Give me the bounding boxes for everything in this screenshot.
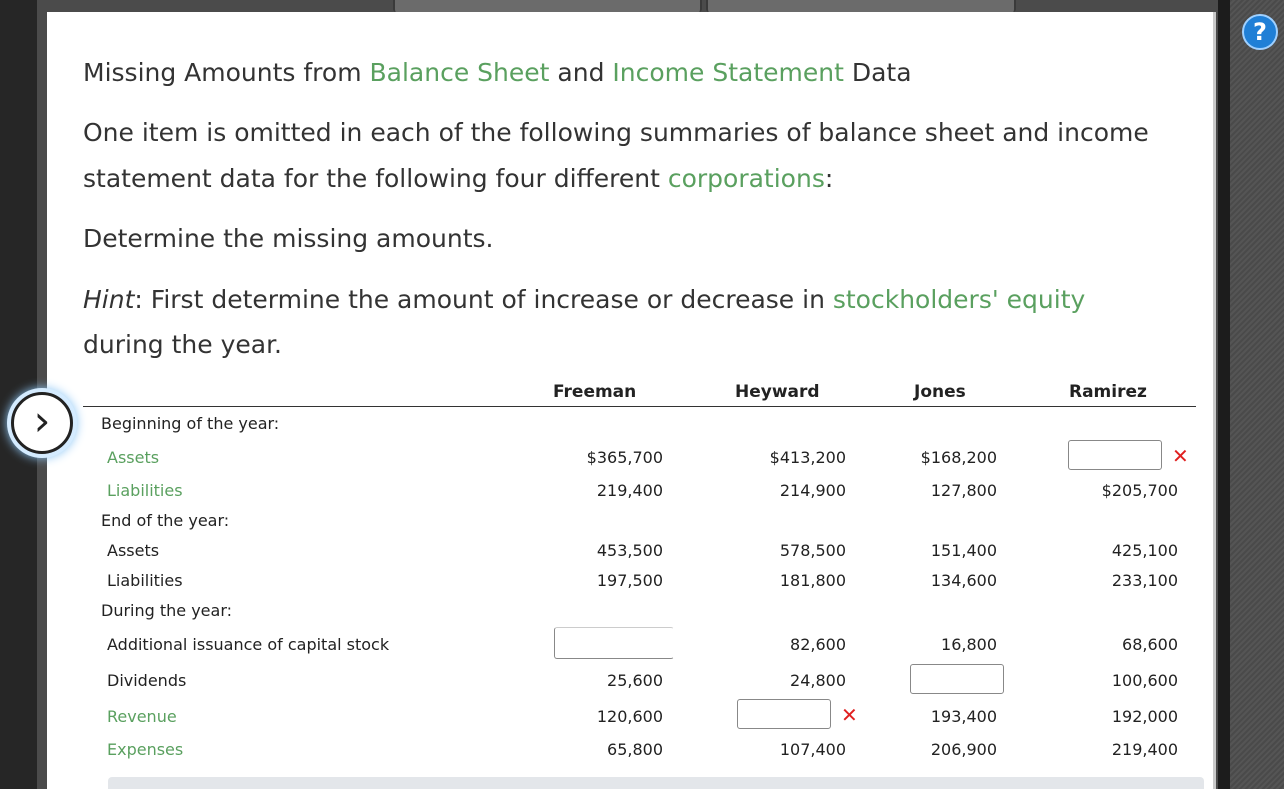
cell-jones-capital-stock: 16,800 <box>941 635 997 654</box>
balance-sheet-link[interactable]: Balance Sheet <box>369 58 550 87</box>
cell-jones-revenue: 193,400 <box>930 707 997 726</box>
row-label-revenue[interactable]: Revenue <box>107 707 177 726</box>
hint-line1: Hint: First determine the amount of increase or decrease in stockholders' equity <box>83 285 1086 314</box>
col-header-freeman: Freeman <box>553 382 637 402</box>
cell-ramirez-begin-liabilities: $205,700 <box>1101 481 1178 500</box>
cell-freeman-end-liabilities: 197,500 <box>596 571 663 590</box>
incorrect-x-icon: ✕ <box>1172 444 1189 468</box>
corporations-link[interactable]: corporations <box>667 164 825 193</box>
cell-heyward-begin-assets: $413,200 <box>769 448 846 467</box>
section-during: During the year: <box>101 601 233 620</box>
row-label-expenses[interactable]: Expenses <box>107 740 184 759</box>
question-icon: ? <box>1253 18 1267 46</box>
stockholders-equity-link[interactable]: stockholders' equity <box>832 285 1086 314</box>
col-header-jones: Jones <box>914 382 966 402</box>
row-label-begin-liabilities[interactable]: Liabilities <box>107 481 183 500</box>
cell-heyward-capital-stock: 82,600 <box>790 635 846 654</box>
cell-ramirez-dividends: 100,600 <box>1111 671 1178 690</box>
cell-heyward-expenses: 107,400 <box>779 740 846 759</box>
cell-ramirez-capital-stock: 68,600 <box>1122 635 1178 654</box>
col-header-ramirez: Ramirez <box>1069 382 1147 402</box>
header-rule <box>83 406 1196 407</box>
cell-freeman-begin-assets: $365,700 <box>586 448 663 467</box>
input-heyward-revenue[interactable] <box>737 699 831 729</box>
cell-ramirez-revenue: 192,000 <box>1111 707 1178 726</box>
col-header-heyward: Heyward <box>735 382 820 402</box>
cell-jones-end-assets: 151,400 <box>930 541 997 560</box>
cell-ramirez-end-assets: 425,100 <box>1111 541 1178 560</box>
input-jones-dividends[interactable] <box>910 664 1004 694</box>
cell-freeman-revenue: 120,600 <box>596 707 663 726</box>
determine-text: Determine the missing amounts. <box>83 224 494 253</box>
income-statement-link[interactable]: Income Statement <box>612 58 844 87</box>
instructions-line1: One item is omitted in each of the following summaries of balance sheet and income <box>83 118 1149 147</box>
cell-ramirez-expenses: 219,400 <box>1111 740 1178 759</box>
cell-heyward-dividends: 24,800 <box>790 671 846 690</box>
section-end: End of the year: <box>101 511 230 530</box>
cell-freeman-expenses: 65,800 <box>607 740 663 759</box>
cell-freeman-begin-liabilities: 219,400 <box>596 481 663 500</box>
instructions-line2: statement data for the following four different corporations: <box>83 164 834 193</box>
top-tab-2[interactable] <box>706 0 1016 12</box>
cell-heyward-begin-liabilities: 214,900 <box>779 481 846 500</box>
cell-freeman-end-assets: 453,500 <box>596 541 663 560</box>
cell-heyward-end-liabilities: 181,800 <box>779 571 846 590</box>
row-label-end-assets: Assets <box>107 541 160 560</box>
row-label-capital-stock: Additional issuance of capital stock <box>107 635 390 654</box>
row-label-end-liabilities: Liabilities <box>107 571 183 590</box>
footer-bar <box>108 777 1204 789</box>
cell-ramirez-end-liabilities: 233,100 <box>1111 571 1178 590</box>
cell-jones-end-liabilities: 134,600 <box>930 571 997 590</box>
cell-jones-begin-assets: $168,200 <box>920 448 997 467</box>
help-button[interactable] <box>1242 14 1278 50</box>
incorrect-x-icon: ✕ <box>841 703 858 727</box>
row-label-dividends: Dividends <box>107 671 187 690</box>
top-tab-1[interactable] <box>393 0 702 12</box>
input-freeman-capital-stock[interactable] <box>554 627 674 659</box>
row-label-begin-assets[interactable]: Assets <box>107 448 160 467</box>
hint-line2: during the year. <box>83 330 282 359</box>
right-gutter <box>1230 0 1284 789</box>
page-title: Missing Amounts from Balance Sheet and Income Statement Data <box>83 58 912 87</box>
chevron-right-icon: › <box>33 396 51 445</box>
input-ramirez-begin-assets[interactable] <box>1068 440 1162 470</box>
cell-jones-begin-liabilities: 127,800 <box>930 481 997 500</box>
cell-jones-expenses: 206,900 <box>930 740 997 759</box>
section-beginning: Beginning of the year: <box>101 414 280 433</box>
cell-heyward-end-assets: 578,500 <box>779 541 846 560</box>
next-button[interactable] <box>11 392 73 454</box>
cell-freeman-dividends: 25,600 <box>607 671 663 690</box>
